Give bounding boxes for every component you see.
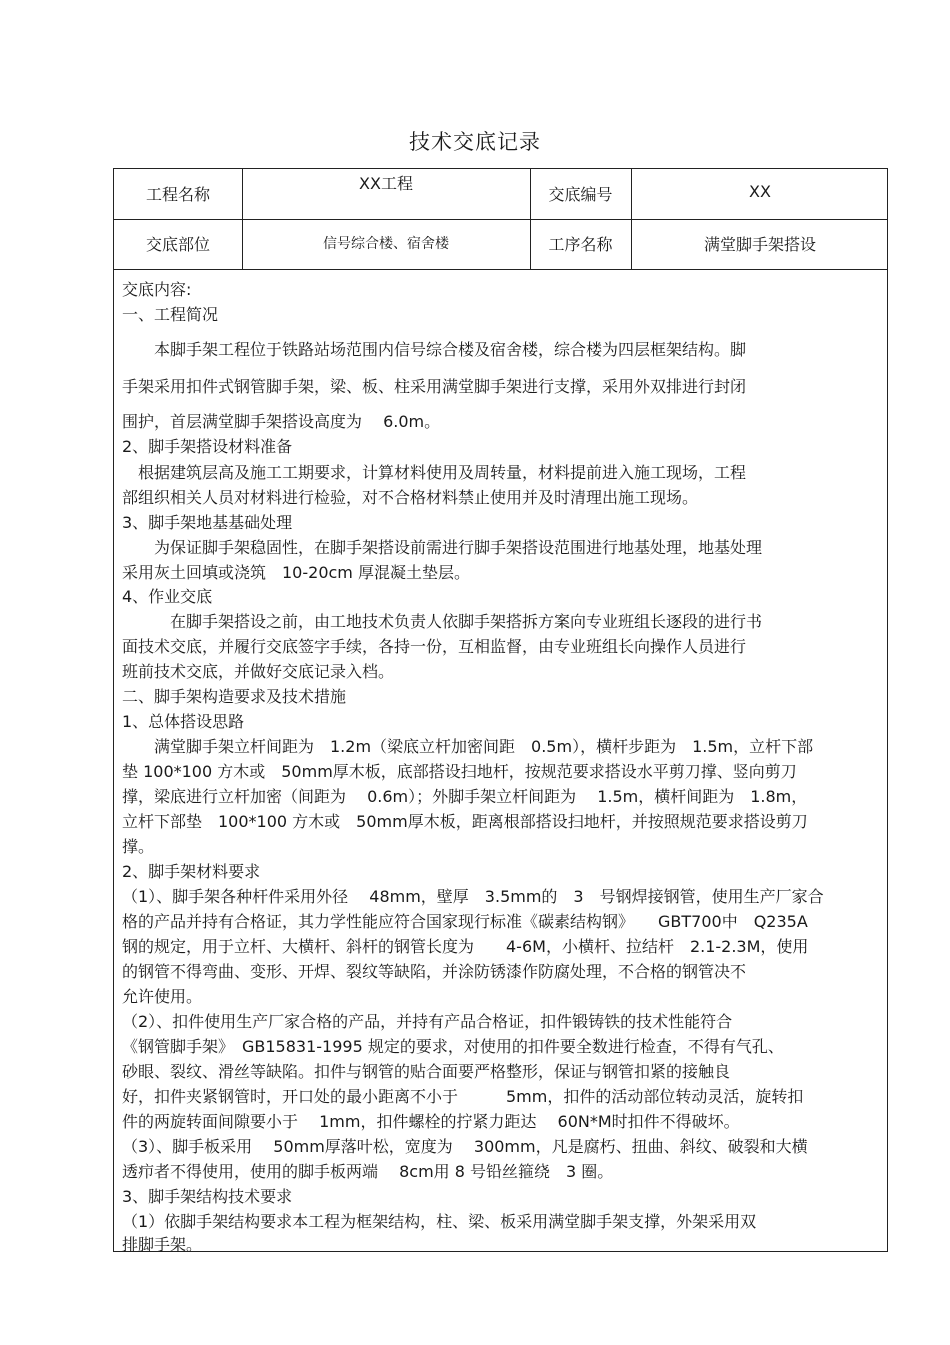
content-line: 根据建筑层高及施工工期要求，计算材料使用及周转量，材料提前进入施工现场，工程 (122, 463, 747, 482)
content-line: 撑，梁底进行立杆加密（间距为 0.6m）；外脚手架立杆间距为 1.5m，横杆间距为 1.8m， (122, 787, 808, 806)
code-label: 交底编号 (548, 185, 613, 204)
content-line: 好，扣件夹紧钢管时，开口处的最小距离不小于 5mm，扣件的活动部位转动灵活，旋转扣 (122, 1087, 804, 1106)
content-line: 2、脚手架材料要求 (122, 862, 261, 881)
content-line: 手架采用扣件式钢管脚手架，梁、板、柱采用满堂脚手架进行支撑，采用外双排进行封闭 (122, 377, 747, 396)
content-line: （1）依脚手架结构要求本工程为框架结构，柱、梁、板采用满堂脚手架支撑，外架采用双 (122, 1212, 757, 1231)
content-line: 立杆下部垫 100*100 方木或 50mm厚木板，距离根部搭设扫地杆，并按照规范要求搭设剪刀 (122, 812, 808, 831)
content-line: 班前技术交底，并做好交底记录入档。 (122, 662, 395, 681)
content-line: 砂眼、裂纹、滑丝等缺陷。扣件与钢管的贴合面要严格整形，保证与钢管扣紧的接触良 (122, 1062, 731, 1081)
content-line: 部组织相关人员对材料进行检验，对不合格材料禁止使用并及时清理出施工现场。 (122, 488, 699, 507)
process-value: 满堂脚手架搭设 (703, 235, 816, 254)
content-line: 透疖者不得使用，使用的脚手板两端 8cm用 8 号铅丝箍绕 3 圈。 (122, 1162, 614, 1181)
location-value: 信号综合楼、宿舍楼 (323, 236, 449, 252)
content-line: 钢的规定，用于立杆、大横杆、斜杆的钢管长度为 4-6M，小横杆、拉结杆 2.1-2.3M，使用 (122, 937, 809, 956)
content-line: 在脚手架搭设之前，由工地技术负责人依脚手架搭拆方案向专业班组长逐段的进行书 (122, 612, 763, 631)
content-line: 排脚手架。 (122, 1235, 203, 1254)
process-label: 工序名称 (548, 235, 613, 254)
content-line: 为保证脚手架稳固性，在脚手架搭设前需进行脚手架搭设范围进行地基处理，地基处理 (122, 538, 763, 557)
content-line: 3、脚手架结构技术要求 (122, 1187, 293, 1206)
record-table (113, 168, 888, 1252)
content-line: 件的两旋转面间隙要小于 1mm，扣件螺栓的拧紧力距达 60N*M时扣件不得破坏。 (122, 1112, 740, 1131)
content-line: 二、脚手架构造要求及技术措施 (122, 687, 347, 706)
row-divider (114, 269, 887, 270)
content-line: 面技术交底，并履行交底签字手续，各持一份，互相监督，由专业班组长向操作人员进行 (122, 637, 747, 656)
document-title: 技术交底记录 (409, 130, 541, 154)
row-divider (114, 219, 887, 220)
content-line: 3、脚手架地基基础处理 (122, 513, 293, 532)
content-line: 满堂脚手架立杆间距为 1.2m（梁底立杆加密间距 0.5m），横杆步距为 1.5m，立杆下部 (122, 737, 814, 756)
content-line: 1、总体搭设思路 (122, 712, 245, 731)
content-line: 围护，首层满堂脚手架搭设高度为 6.0m。 (122, 412, 441, 431)
content-line: 4、作业交底 (122, 587, 213, 606)
code-value: XX (749, 182, 771, 201)
project-name-value: XX工程 (359, 174, 413, 193)
content-line: 允许使用。 (122, 987, 203, 1006)
content-line: （3）、脚手板采用 50mm厚落叶松，宽度为 300mm，凡是腐朽、扭曲、斜纹、破裂和大横 (122, 1137, 808, 1156)
content-line: 交底内容: (122, 280, 192, 299)
location-label: 交底部位 (145, 235, 210, 254)
project-name-label: 工程名称 (145, 185, 210, 204)
content-line: 采用灰土回填或浇筑 10-20cm 厚混凝土垫层。 (122, 563, 470, 582)
content-line: 垫 100*100 方木或 50mm厚木板，底部搭设扫地杆，按规范要求搭设水平剪刀撑、竖向剪刀 (122, 762, 797, 781)
content-line: 一、工程简况 (122, 305, 219, 324)
content-line: 《钢管脚手架》 GB15831-1995 规定的要求，对使用的扣件要全数进行检查，不得有气孔、 (122, 1037, 784, 1056)
content-line: 的钢管不得弯曲、变形、开焊、裂纹等缺陷，并涂防锈漆作防腐处理，不合格的钢管决不 (122, 962, 747, 981)
content-line: （2）、扣件使用生产厂家合格的产品，并持有产品合格证，扣件锻铸铁的技术性能符合 (122, 1012, 733, 1031)
content-line: 2、脚手架搭设材料准备 (122, 437, 293, 456)
content-line: 本脚手架工程位于铁路站场范围内信号综合楼及宿舍楼，综合楼为四层框架结构。脚 (122, 340, 747, 359)
content-line: （1）、脚手架各种杆件采用外径 48mm，壁厚 3.5mm的 3 号钢焊接钢管，使用生产厂家合 (122, 887, 824, 906)
content-line: 格的产品并持有合格证，其力学性能应符合国家现行标准《碳素结构钢》 GBT700中 Q235A (122, 912, 808, 931)
content-line: 撑。 (122, 837, 155, 856)
